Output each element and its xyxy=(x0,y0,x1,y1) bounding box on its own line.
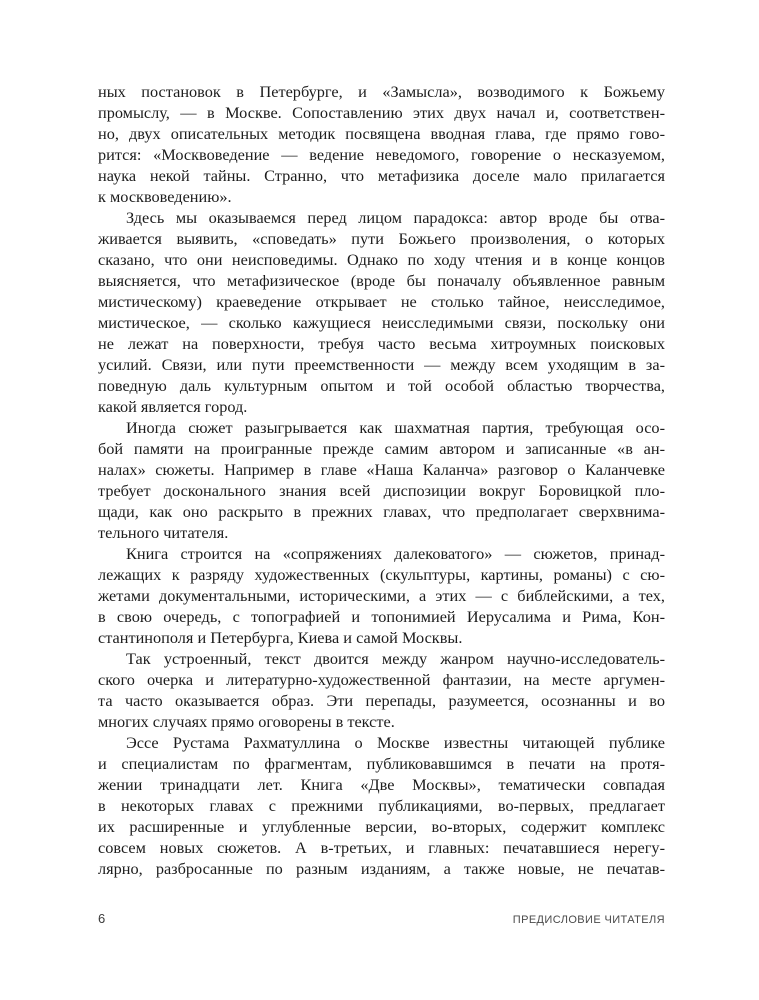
text-line: и специалистам по фрагментам, публиковавшимся в печати на протя- xyxy=(98,754,665,773)
page-number: 6 xyxy=(98,911,106,926)
text-line: Так устроенный, текст двоится между жанром научно-исследователь- xyxy=(126,649,665,668)
text-line: бой памяти на проигранные прежде самим автором и записанные «в ан- xyxy=(98,439,665,458)
text-line: к москвоведению». xyxy=(98,187,232,206)
text-line: совсем новых сюжетов. А в-третьих, и главных: печатавшиеся нерегу- xyxy=(98,838,665,857)
paragraph xyxy=(98,543,665,648)
text-line: их расширенные и углубленные версии, во-вторых, содержит комплекс xyxy=(98,817,665,836)
paragraph xyxy=(98,207,665,417)
text-line: мистическое, — сколько кажущиеся неисследимыми связи, поскольку они xyxy=(98,313,665,332)
text-line: налах» сюжеты. Например в главе «Наша Каланча» разговор о Каланчевке xyxy=(98,460,665,479)
text-line: щади, как оно раскрыто в прежних главах, что предполагает сверхвнима- xyxy=(98,502,665,521)
text-line: стантинополя и Петербурга, Киева и самой Москвы. xyxy=(98,628,463,647)
text-line: поведную даль культурным опытом и той особой областью творчества, xyxy=(98,376,665,395)
text-line: тельного читателя. xyxy=(98,523,229,542)
text-line: усилий. Связи, или пути преемственности — между всем уходящим в за- xyxy=(98,355,665,374)
text-line: наука некой тайны. Странно, что метафизика доселе мало прилагается xyxy=(98,166,665,185)
text-line: лежащих к разряду художественных (скульптуры, картины, романы) с сю- xyxy=(98,565,665,584)
running-title: ПРЕДИСЛОВИЕ ЧИТАТЕЛЯ xyxy=(512,914,665,926)
text-line: но, двух описательных методик посвящена вводная глава, где прямо гово- xyxy=(98,124,665,143)
text-line: Иногда сюжет разыгрывается как шахматная партия, требующая осо- xyxy=(126,418,665,437)
text-line: та часто оказывается образ. Эти перепады, разумеется, осознанны и во xyxy=(98,691,665,710)
text-line: в свою очередь, с топографией и топонимией Иерусалима и Рима, Кон- xyxy=(98,607,665,626)
text-line: мистическому) краеведение открывает не столько тайное, неисследимое, xyxy=(98,292,665,311)
paragraph xyxy=(98,417,665,543)
text-line: Эссе Рустама Рахматуллина о Москве известны читающей публике xyxy=(126,733,665,752)
text-line: требует досконального знания всей диспозиции вокруг Боровицкой пло- xyxy=(98,481,665,500)
text-line: выясняется, что метафизическое (вроде бы поначалу объявленное равным xyxy=(98,271,665,290)
paragraph xyxy=(98,732,665,879)
page-footer xyxy=(98,911,665,926)
text-line: многих случаях прямо оговорены в тексте. xyxy=(98,712,395,731)
text-line: ных постановок в Петербурге, и «Замысла», возводимого к Божьему xyxy=(98,82,665,101)
text-line: Книга строится на «сопряжениях далековатого» — сюжетов, принад- xyxy=(126,544,665,563)
paragraph xyxy=(98,81,665,207)
text-line: не лежат на поверхности, требуя часто весьма хитроумных поисковых xyxy=(98,334,665,353)
text-line: рится: «Москвоведение — ведение неведомого, говорение о несказуемом, xyxy=(98,145,665,164)
text-line: какой является город. xyxy=(98,397,248,416)
text-line: в некоторых главах с прежними публикациями, во-первых, предлагает xyxy=(98,796,665,815)
text-line: промыслу, — в Москве. Сопоставлению этих двух начал и, соответствен- xyxy=(98,103,665,122)
body-text xyxy=(98,81,665,879)
text-line: жении тринадцати лет. Книга «Две Москвы», тематически совпадая xyxy=(98,775,665,794)
text-line: живается выявить, «споведать» пути Божьего произволения, о которых xyxy=(98,229,665,248)
paragraph xyxy=(98,648,665,732)
text-line: жетами документальными, историческими, а этих — с библейскими, а тех, xyxy=(98,586,665,605)
text-line: ского очерка и литературно-художественной фантазии, на месте аргумен- xyxy=(98,670,665,689)
text-line: лярно, разбросанные по разным изданиям, а также новые, не печатав- xyxy=(98,859,665,878)
text-line: Здесь мы оказываемся перед лицом парадокса: автор вроде бы отва- xyxy=(126,208,665,227)
text-line: сказано, что они неисповедимы. Однако по ходу чтения и в конце концов xyxy=(98,250,665,269)
